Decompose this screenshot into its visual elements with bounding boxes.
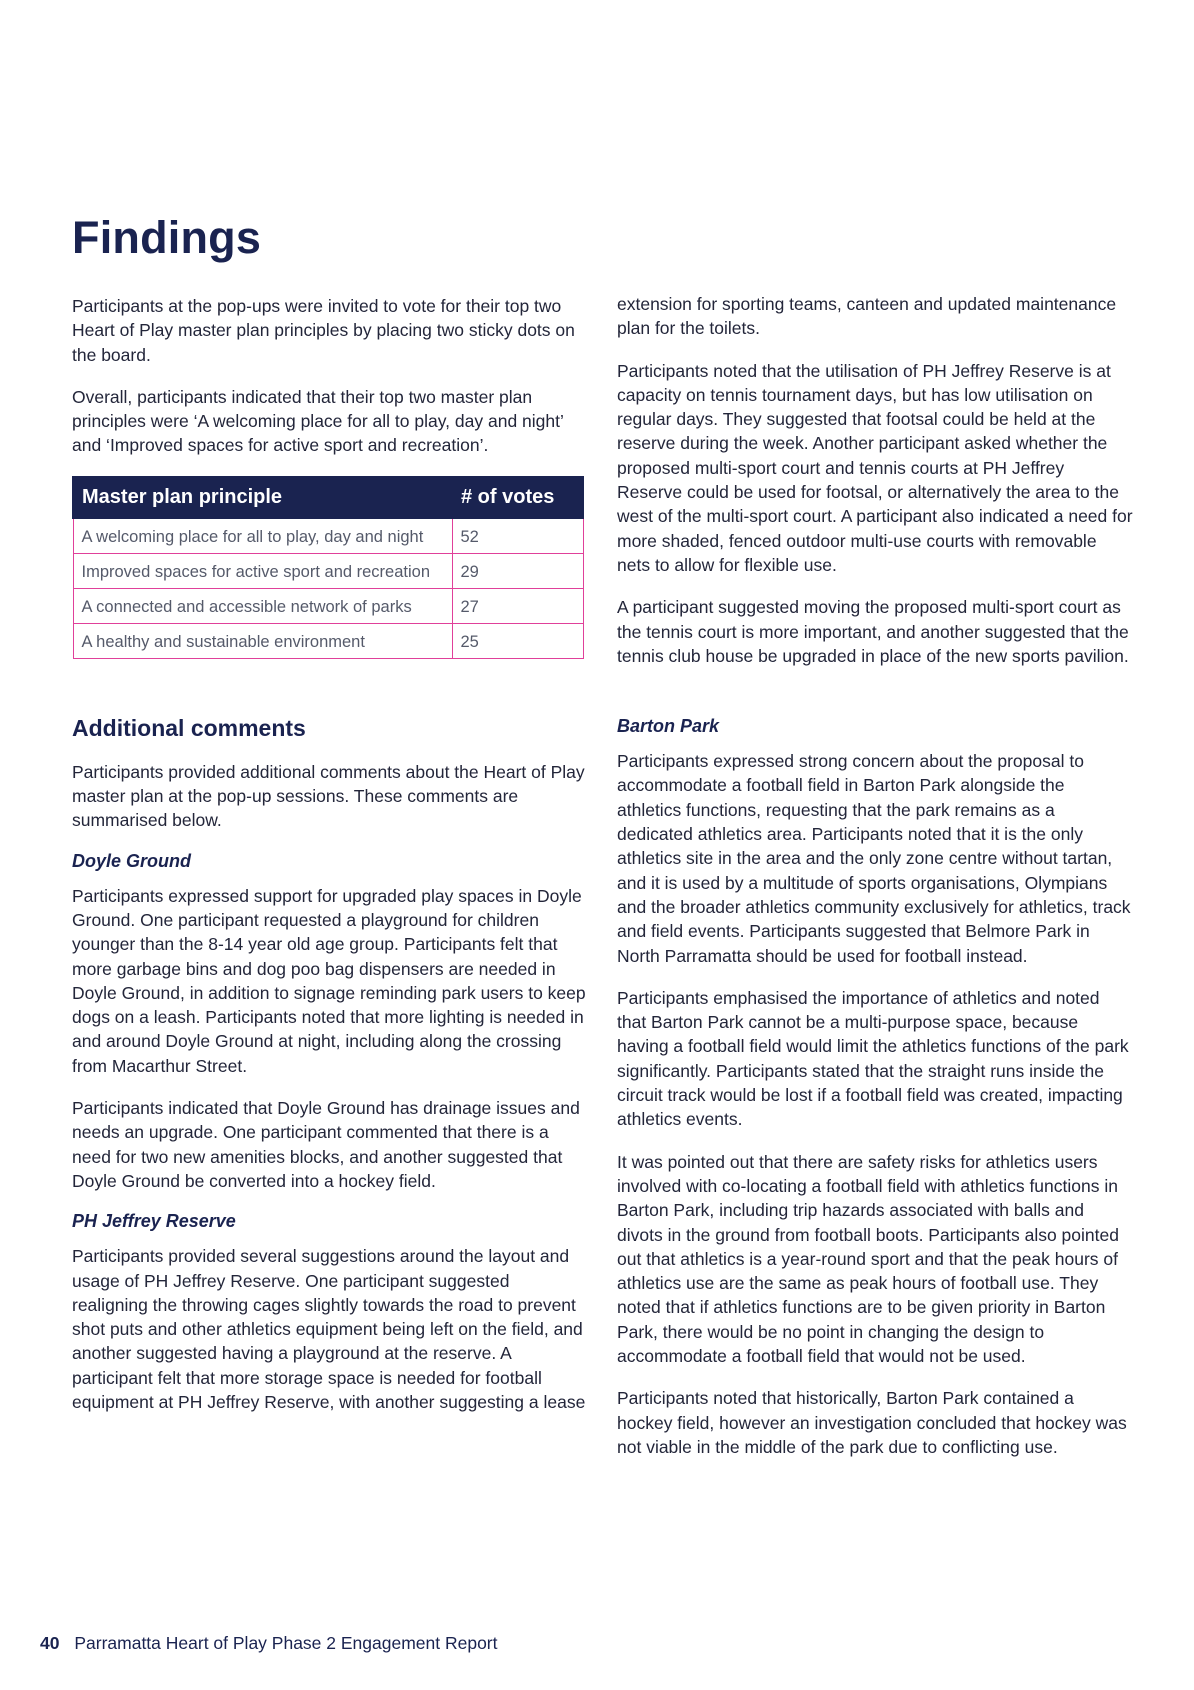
votes-table bbox=[72, 476, 584, 659]
additional-comments-heading: Additional comments bbox=[72, 714, 306, 741]
jeffrey-paragraph: Participants provided several suggestions around the layout and usage of PH Jeffrey Reserve. One participant suggested realigning the throwing cages slightly towards the road to prevent shot puts and other athletics equipment being left on the field, and another suggested having a playground at the reserve. A participant felt that more storage space is needed for football equipment at PH Jeffrey Reserve, with another suggesting a lease bbox=[72, 1246, 586, 1413]
header-votes: # of votes bbox=[452, 477, 583, 518]
barton-paragraph: Participants noted that historically, Barton Park contained a hockey field, however an investigation concluded that hockey was not viable in the middle of the park due to conflicting use. bbox=[617, 1388, 1127, 1457]
left-column bbox=[72, 294, 590, 1432]
header-principle: Master plan principle bbox=[73, 477, 452, 518]
jeffrey-continued-paragraph: A participant suggested moving the proposed multi-sport court as the tennis court is more important, and another suggested that the tennis club house be upgraded in place of the new sports pavilion. bbox=[617, 597, 1129, 666]
table-row bbox=[73, 623, 583, 658]
principle-cell: A welcoming place for all to play, day and night bbox=[73, 518, 452, 554]
intro-paragraph: Overall, participants indicated that their top two master plan principles were ‘A welcoming place for all to play, day and night’ and ‘Improved spaces for active sport and recreation’. bbox=[72, 386, 564, 456]
votes-cell: 27 bbox=[452, 588, 583, 623]
votes-cell: 29 bbox=[452, 553, 583, 588]
barton-park-heading: Barton Park bbox=[617, 716, 720, 737]
doyle-paragraph: Participants expressed support for upgraded play spaces in Doyle Ground. One participant requested a playground for children younger than the 8-14 year old age group. Participants felt that more garbage bins and dog poo bag dispensers are needed in Doyle Ground, in addition to signage reminding park users to keep dogs on a leash. Participants noted that more lighting is needed in and around Doyle Ground at night, including along the crossing from Macarthur Street. bbox=[72, 885, 586, 1076]
table-row bbox=[73, 553, 583, 588]
additional-intro: Participants provided additional comments about the Heart of Play master plan at the pop-up sessions. These comments are summarised below. bbox=[72, 761, 585, 831]
barton-paragraph: Participants expressed strong concern about the proposal to accommodate a football field in Barton Park alongside the athletics functions, requesting that the park remains as a dedicated athletics area. Participants noted that it is the only athletics site in the area and the only zone centre without tartan, and it is used by a multitude of sports organisations, Olympians and the broader athletics community exclusively for athletics, track and field events. Participants suggested that Belmore Park in North Parramatta should be used for football instead. bbox=[617, 751, 1131, 966]
principle-cell: A healthy and sustainable environment bbox=[73, 623, 452, 658]
principle-cell: Improved spaces for active sport and recreation bbox=[73, 553, 452, 588]
page-title: Findings bbox=[72, 212, 262, 263]
jeffrey-continued-paragraph: extension for sporting teams, canteen and updated maintenance plan for the toilets. bbox=[617, 294, 1117, 339]
doyle-ground-heading: Doyle Ground bbox=[72, 850, 192, 871]
table-header-row bbox=[73, 477, 583, 518]
doyle-paragraph: Participants indicated that Doyle Ground has drainage issues and needs an upgrade. One participant commented that there is a need for two new amenities blocks, and another suggested that Doyle Ground be converted into a hockey field. bbox=[72, 1098, 580, 1191]
page-number: 40 bbox=[40, 1633, 60, 1653]
intro-paragraph: Participants at the pop-ups were invited to vote for their top two Heart of Play master plan principles by placing two sticky dots on the board. bbox=[72, 296, 575, 365]
table-row bbox=[73, 588, 583, 623]
principle-cell: A connected and accessible network of parks bbox=[73, 588, 452, 623]
jeffrey-reserve-heading: PH Jeffrey Reserve bbox=[72, 1211, 236, 1232]
barton-paragraph: It was pointed out that there are safety risks for athletics users involved with co-locating a football field with athletics functions in Barton Park, including trip hazards associated with balls and divots in the ground from football boots. Participants also pointed out that athletics is a year-round sport and that the peak hours of athletics use are the same as peak hours of football use. They noted that if athletics functions are to be given priority in Barton Park, there would be no point in changing the design to accommodate a football field that would not be used. bbox=[617, 1151, 1119, 1366]
barton-paragraph: Participants emphasised the importance of athletics and noted that Barton Park cannot be a multi-purpose space, because having a football field would limit the athletics functions of the park significantly. Participants stated that the straight runs inside the circuit track would be lost if a football field was created, impacting athletics events. bbox=[617, 987, 1129, 1130]
page-footer bbox=[40, 1633, 498, 1654]
right-column bbox=[617, 292, 1133, 1477]
votes-cell: 52 bbox=[452, 518, 583, 554]
table-row bbox=[73, 518, 583, 554]
jeffrey-continued-paragraph: Participants noted that the utilisation of PH Jeffrey Reserve is at capacity on tennis tournament days, but has low utilisation on regular days. They suggested that footsal could be held at the reserve during the week. Another participant asked whether the proposed multi-sport court and tennis courts at PH Jeffrey Reserve could be used for footsal, or alternatively the area to the west of the multi-sport court. A participant also indicated a need for more shaded, fenced outdoor multi-use courts with removable nets to allow for flexible use. bbox=[617, 360, 1133, 575]
votes-cell: 25 bbox=[452, 623, 583, 658]
report-title: Parramatta Heart of Play Phase 2 Engagement Report bbox=[74, 1633, 498, 1653]
